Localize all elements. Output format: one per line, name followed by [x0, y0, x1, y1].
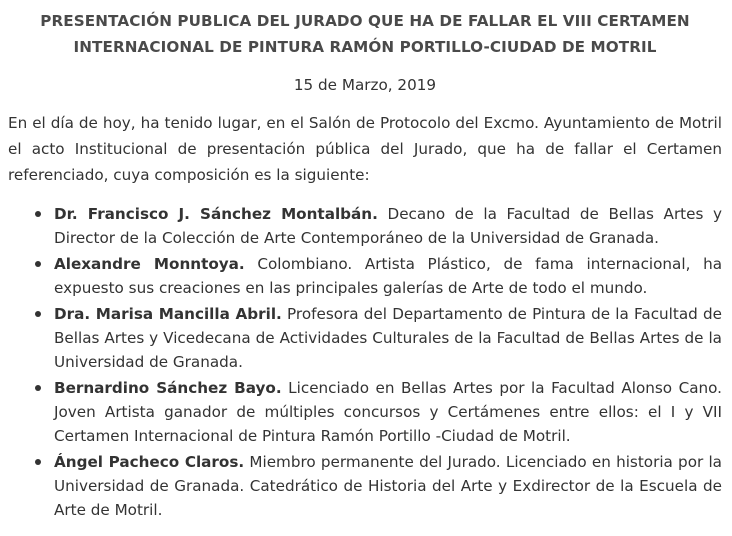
list-item — [54, 302, 722, 374]
list-item — [54, 376, 722, 448]
bullet-icon — [35, 311, 41, 317]
bullet-icon — [35, 261, 41, 267]
member-name: Dra. Marisa Mancilla Abril. — [54, 305, 282, 323]
member-name: Ángel Pacheco Claros. — [54, 453, 245, 471]
member-name: Bernardino Sánchez Bayo. — [54, 379, 282, 397]
member-description: Colombiano. Artista Plástico, de fama internacional, ha expuesto sus creaciones en las principales galerías de Arte de todo el mundo. — [54, 255, 723, 297]
member-description: Miembro permanente del Jurado. Licenciado en historia por la Universidad de Granada. Catedrático de Historia del Arte y Exdirector de la Escuela de Arte de Motril. — [54, 453, 722, 519]
member-name: Alexandre Monntoya. — [54, 255, 245, 273]
document-date: 15 de Marzo, 2019 — [293, 76, 437, 94]
bullet-icon — [35, 459, 41, 465]
member-description: Licenciado en Bellas Artes por la Facultad Alonso Cano. Joven Artista ganador de múltiples concursos y Certámenes entre ellos: el I y VII Certamen Internacional de Pintura Ramón Portillo -Ciudad de Motril. — [54, 379, 722, 445]
member-name: Dr. Francisco J. Sánchez Montalbán. — [54, 205, 378, 223]
bullet-icon — [35, 211, 41, 217]
list-item — [54, 252, 722, 300]
bullet-icon — [35, 385, 41, 391]
jury-members-list — [8, 202, 722, 522]
member-description: Profesora del Departamento de Pintura de la Facultad de Bellas Artes y Vicedecana de Actividades Culturales de la Facultad de Bellas Artes de la Universidad de Granada. — [54, 305, 722, 371]
document-title: PRESENTACIÓN PUBLICA DEL JURADO QUE HA DE FALLAR EL VIII CERTAMEN INTERNACIONAL DE PINTURA RAMÓN PORTILLO-CIUDAD DE MOTRIL — [40, 12, 690, 56]
list-item — [54, 450, 722, 522]
member-description: Decano de la Facultad de Bellas Artes y Director de la Colección de Arte Contemporáneo de la Universidad de Granada. — [54, 205, 723, 247]
intro-paragraph: En el día de hoy, ha tenido lugar, en el Salón de Protocolo del Excmo. Ayuntamiento de Motril el acto Institucional de presentación pública del Jurado, que ha de fallar el Certamen referenciado, cuya composición es la siguiente: — [8, 114, 722, 184]
list-item — [54, 202, 722, 250]
